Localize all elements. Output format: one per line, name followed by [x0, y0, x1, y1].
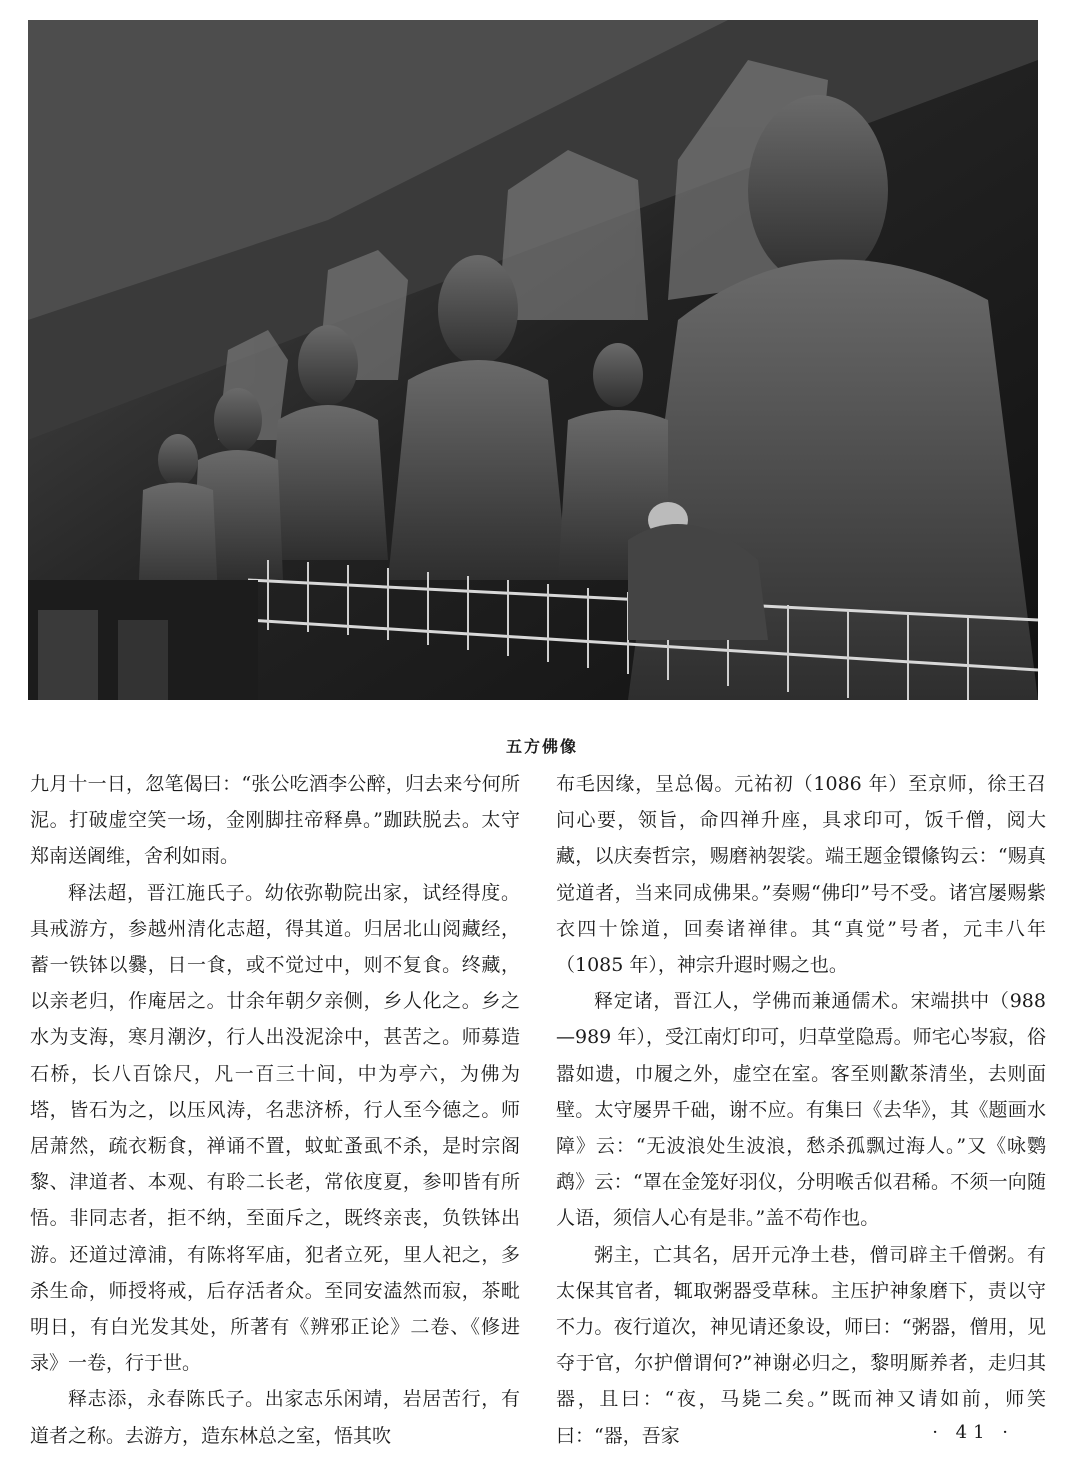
paragraph: 布毛因缘，呈总偈。元祐初（1086 年）至京师，徐王召问心要，领旨，命四禅升座，具求印可，饭千僧，阅大藏，以庆奏哲宗，赐磨衲袈裟。端王题金镮絛钩云：“赐真觉道者，当来同成佛果。”奏赐“佛印”号不受。诸宫屡赐紫衣四十馀道，回奏诸禅律。其“真觉”号者，元丰八年（1085 年），神宗升遐时赐之也。	[556, 773, 1046, 977]
paragraph: 粥主，亡其名，居开元净土巷，僧司辟主千僧粥。有太保其官者，辄取粥器受草秣。主压护神象磨下，责以守不力。夜行道次，神见请还象设，师曰：“粥器，僧用，见夺于官，尔护僧谓何?”神谢必归之，黎明厮养者，走归其器，且曰：“夜，马毙二矣。”既而神又请如前，师笑曰：“器，吾家	[556, 1243, 1046, 1447]
paragraph: 九月十一日，忽笔偈曰：“张公吃酒李公醉，归去来兮何所泥。打破虚空笑一场，金刚脚拄帝释鼻。”跏趺脱去。太守郑南送阇维，舍利如雨。	[30, 773, 520, 868]
left-text-column	[30, 766, 520, 1454]
right-text-column	[556, 766, 1046, 1454]
paragraph: 释定诸，晋江人，学佛而兼通儒术。宋端拱中（988—989 年），受江南灯印可，归草堂隐焉。师宅心岑寂，俗嚣如遗，巾履之外，虚空在室。客至则歠茶清坐，去则面壁。太守屡畀千础，谢不应。有集曰《去华》，其《题画水障》云：“无波浪处生波浪，愁杀孤飘过海人。”又《咏鹦鹉》云：“罩在金笼好羽仪，分明喉舌似君稀。不须一向随人语，须信人心有是非。”盖不苟作也。	[556, 990, 1046, 1230]
buddha-statues-photo	[28, 20, 1038, 700]
photo-illustration	[28, 20, 1038, 700]
paragraph: 释法超，晋江施氏子。幼依弥勒院出家，试经得度。具戒游方，参越州清化志超，得其道。归居北山阅藏经，蓄一铁钵以爨，日一食，或不觉过中，则不复食。终藏，以亲老归，作庵居之。廿余年朝夕亲侧，乡人化之。乡之水为支海，寒月潮汐，行人出没泥涂中，甚苦之。师募造石桥，长八百馀尺，凡一百三十间，中为亭六，为佛为塔，皆石为之，以压风涛，名悲济桥，行人至今德之。师居萧然，疏衣粝食，禅诵不置，蚊虻蚤虱不杀，是时宗阁黎、津道者、本观、有聆二长老，常依度夏，参叩皆有所悟。非同志者，拒不纳，至面斥之，既终亲丧，负铁钵出游。还道过漳浦，有陈将军庙，犯者立死，里人祀之，多杀生命，师授将戒，后存活者众。至同安溘然而寂，茶毗明日，有白光发其处，所著有《辨邪正论》二卷、《修进录》一卷，行于世。	[30, 881, 520, 1375]
photo-caption: 五方佛像	[505, 737, 578, 756]
page-number: · 41 ·	[932, 1422, 1014, 1443]
paragraph: 释志添，永春陈氏子。出家志乐闲靖，岩居苦行，有道者之称。去游方，造东林总之室，悟其吹	[30, 1388, 520, 1447]
